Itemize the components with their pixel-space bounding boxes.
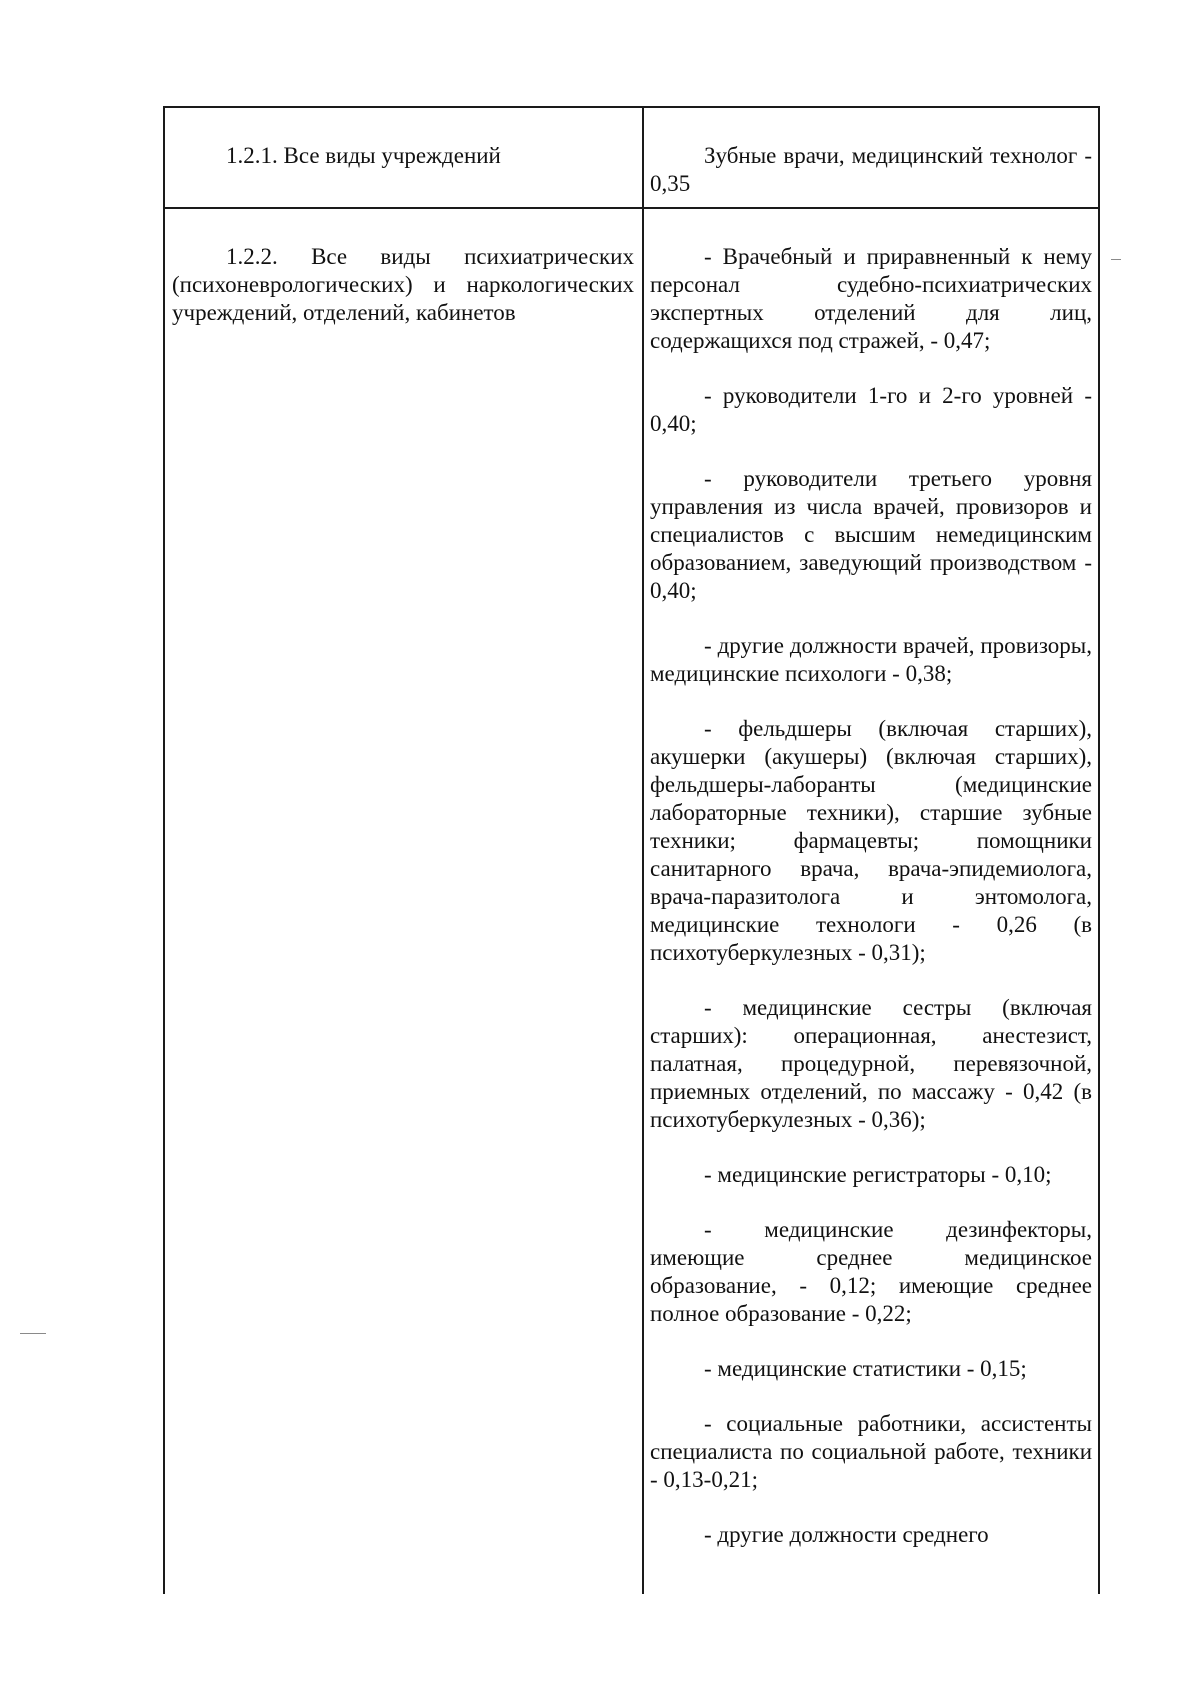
scan-artifact (20, 1333, 46, 1334)
list-item: - медицинские статистики - 0,15; (704, 1356, 1027, 1381)
list-item: - фельдшеры (включая старших), акушерки (акушеры) (включая старших), фельдшеры-лаборанты (медицинские лабораторные техники), старшие зубные техники; фармацевты; помощники санитарного врача, врача-эпидемиолога, врача-паразитолога и энтомолога, медицинские технологи - 0,26 (в психотуберкулезных - 0,31); (650, 716, 1092, 965)
table-right-border (1098, 106, 1100, 1594)
list-item: - медицинские дезинфекторы, имеющие среднее медицинское образование, - 0,12; имеющие среднее полное образование - 0,22; (650, 1217, 1092, 1326)
list-item: - руководители третьего уровня управления из числа врачей, провизоров и специалистов с высшим немедицинским образованием, заведующий производством - 0,40; (650, 466, 1092, 603)
row-2-category: 1.2.2. Все виды психиатрических (психоневрологических) и наркологических учреждений, отделений, кабинетов (172, 244, 634, 325)
table-top-border (163, 106, 1100, 108)
column-divider (642, 106, 644, 1594)
list-item: - руководители 1-го и 2-го уровней - 0,40; (650, 383, 1092, 436)
list-item: - другие должности врачей, провизоры, медицинские психологи - 0,38; (650, 633, 1092, 686)
table-left-border (163, 106, 165, 1594)
list-item: - другие должности среднего (704, 1522, 989, 1547)
list-item: - социальные работники, ассистенты специалиста по социальной работе, техники - 0,13-0,21; (650, 1411, 1092, 1492)
row-divider (163, 207, 1100, 209)
list-item: - Врачебный и приравненный к нему персонал судебно-психиатрических экспертных отделений для лиц, содержащихся под стражей, - 0,47; (650, 244, 1092, 353)
list-item: - медицинские регистраторы - 0,10; (704, 1162, 1052, 1187)
row-1-category: 1.2.1. Все виды учреждений (226, 143, 501, 168)
scan-artifact (1111, 259, 1121, 260)
list-item: - медицинские сестры (включая старших): операционная, анестезист, палатная, процедурной, перевязочной, приемных отделений, по массажу - 0,42 (в психотуберкулезных - 0,36); (650, 995, 1092, 1132)
row-1-coefficients: Зубные врачи, медицинский технолог - 0,35 (650, 143, 1092, 196)
row-2-coefficient-list (650, 243, 1092, 1576)
